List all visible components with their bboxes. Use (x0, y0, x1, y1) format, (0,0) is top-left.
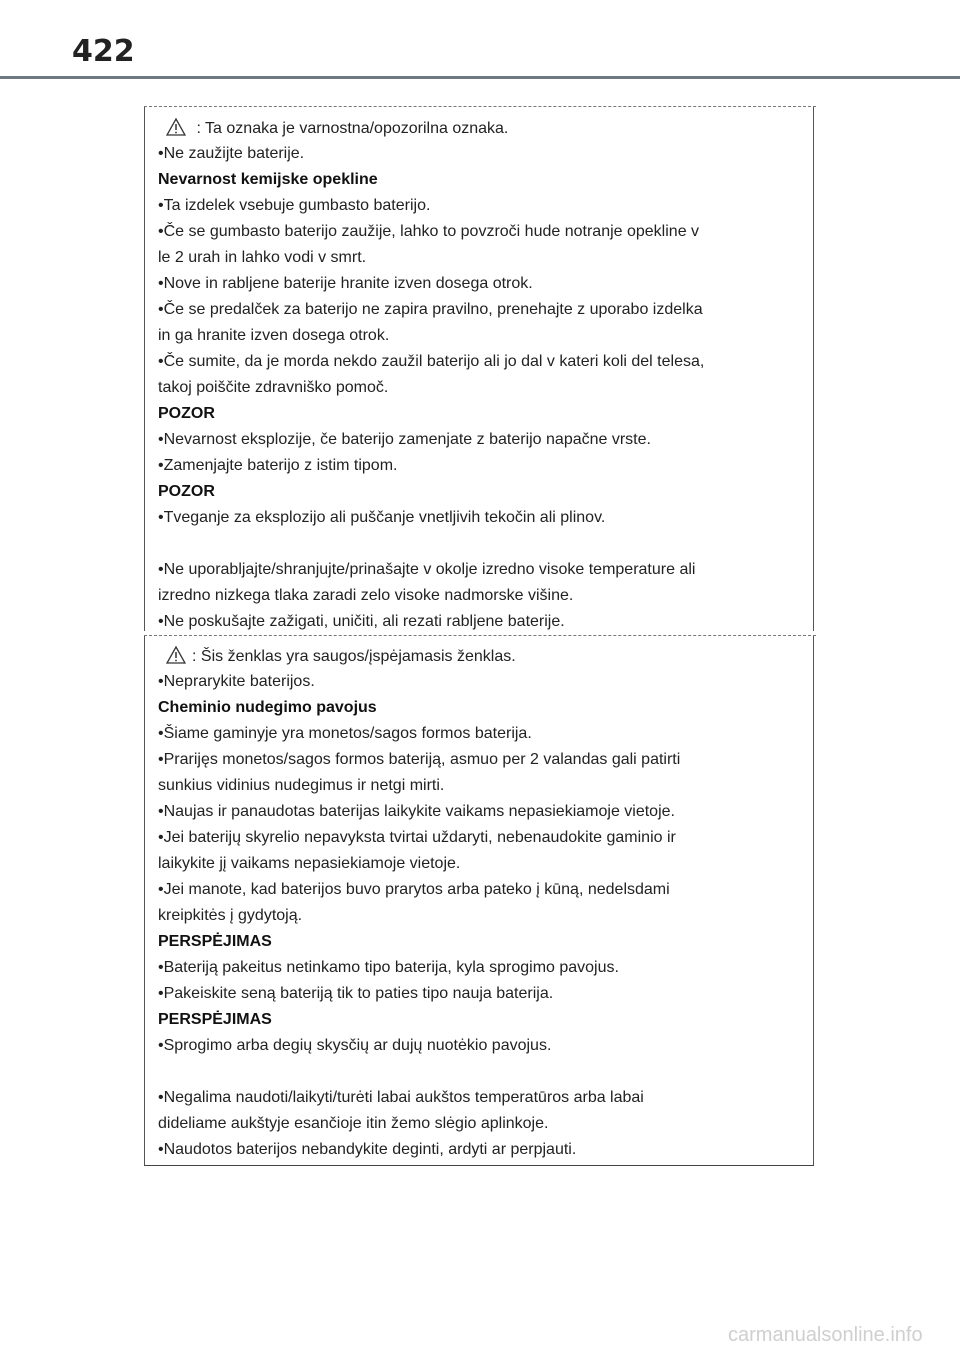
page-number: 422 (72, 34, 135, 69)
text-line (158, 672, 315, 692)
line-text: •Bateriją pakeitus netinkamo tipo baterija, kyla sprogimo pavojus. (158, 959, 619, 976)
box-bottom-border (144, 1165, 814, 1166)
line-text: •Ne zaužijte baterije. (158, 145, 305, 162)
line-text: •Če sumite, da je morda nekdo zaužil baterijo ali jo dal v kateri koli del telesa, (158, 353, 705, 370)
text-line (158, 508, 605, 528)
line-text: •Ne uporabljajte/shranjujte/prinašajte v okolje izredno visoke temperature ali (158, 561, 696, 578)
text-line (158, 326, 389, 346)
text-line (158, 724, 532, 744)
text-line (158, 984, 553, 1004)
line-text: le 2 urah in lahko vodi v smrt. (158, 249, 367, 266)
text-line (158, 300, 703, 320)
warning-triangle-icon (166, 118, 186, 142)
text-line (158, 828, 676, 848)
text-line (158, 1140, 576, 1160)
line-text: •Nove in rabljene baterije hranite izven dosega otrok. (158, 275, 533, 292)
text-line (158, 248, 366, 268)
text-line (158, 1114, 548, 1134)
text-line (158, 1088, 644, 1108)
text-line (158, 646, 516, 670)
line-text: •Če se gumbasto baterijo zaužije, lahko to povzroči hude notranje opekline v (158, 223, 700, 240)
line-text: POZOR (158, 483, 215, 500)
text-line (158, 906, 302, 926)
line-text: laikykite jį vaikams nepasiekiamoje vietoje. (158, 855, 461, 872)
line-text: in ga hranite izven dosega otrok. (158, 327, 390, 344)
section-heading (158, 482, 215, 502)
line-text: Cheminio nudegimo pavojus (158, 699, 377, 716)
text-line (158, 118, 508, 142)
text-line (158, 612, 565, 632)
line-text: •Pakeiskite seną bateriją tik to paties tipo nauja baterija. (158, 985, 554, 1002)
line-text: PERSPĖJIMAS (158, 933, 272, 950)
line-text: •Tveganje za eksplozijo ali puščanje vnetljivih tekočin ali plinov. (158, 509, 606, 526)
line-text: •Ta izdelek vsebuje gumbasto baterijo. (158, 197, 431, 214)
line-text: •Nevarnost eksplozije, če baterijo zamenjate z baterijo napačne vrste. (158, 431, 651, 448)
line-text: •Ne poskušajte zažigati, uničiti, ali rezati rabljene baterije. (158, 613, 565, 630)
text-line (158, 352, 704, 372)
line-text: •Jei manote, kad baterijos buvo prarytos arba pateko į kūną, nedelsdami (158, 881, 670, 898)
line-text: PERSPĖJIMAS (158, 1011, 272, 1028)
text-line (158, 222, 699, 242)
text-line (158, 560, 695, 580)
section-heading (158, 170, 378, 190)
line-text: takoj poiščite zdravniško pomoč. (158, 379, 389, 396)
text-line (158, 378, 388, 398)
text-line (158, 776, 444, 796)
text-line (158, 586, 573, 606)
line-text: •Naujas ir panaudotas baterijas laikykite vaikams nepasiekiamoje vietoje. (158, 803, 675, 820)
section-heading (158, 932, 272, 952)
line-text: •Prarijęs monetos/sagos formos bateriją, asmuo per 2 valandas gali patirti (158, 751, 681, 768)
line-text: •Sprogimo arba degių skysčių ar dujų nuotėkio pavojus. (158, 1037, 552, 1054)
text-line (158, 144, 304, 164)
line-text: •Neprarykite baterijos. (158, 673, 315, 690)
section-heading (158, 698, 377, 718)
line-text: sunkius vidinius nudegimus ir netgi mirti. (158, 777, 445, 794)
line-text: •Naudotos baterijos nebandykite deginti, ardyti ar perpjauti. (158, 1141, 577, 1158)
line-text: •Jei baterijų skyrelio nepavyksta tvirtai uždaryti, nebenaudokite gaminio ir (158, 829, 676, 846)
line-text: •Zamenjajte baterijo z istim tipom. (158, 457, 398, 474)
text-line (158, 802, 675, 822)
line-text: •Negalima naudoti/laikyti/turėti labai aukštos temperatūros arba labai (158, 1089, 644, 1106)
text-line (158, 456, 397, 476)
line-text: kreipkitės į gydytoją. (158, 907, 303, 924)
header-rule (0, 76, 960, 79)
text-line (158, 274, 533, 294)
text-line (158, 430, 651, 450)
line-text: : Šis ženklas yra saugos/įspėjamasis ženklas. (192, 648, 516, 665)
section-heading (158, 404, 215, 424)
text-line (158, 958, 619, 978)
line-text: : Ta oznaka je varnostna/opozorilna oznaka. (192, 120, 509, 137)
line-text: •Če se predalček za baterijo ne zapira pravilno, prenehajte z uporabo izdelka (158, 301, 703, 318)
line-text: Nevarnost kemijske opekline (158, 171, 378, 188)
text-line (158, 854, 460, 874)
text-line (158, 196, 430, 216)
line-text: dideliame aukštyje esančioje itin žemo slėgio aplinkoje. (158, 1115, 549, 1132)
text-line (158, 1036, 551, 1056)
line-text: izredno nizkega tlaka zaradi zelo visoke nadmorske višine. (158, 587, 574, 604)
section-heading (158, 1010, 272, 1030)
watermark: carmanualsonline.info (728, 1324, 923, 1346)
text-line (158, 880, 670, 900)
text-line (158, 750, 680, 770)
line-text: POZOR (158, 405, 215, 422)
line-text: •Šiame gaminyje yra monetos/sagos formos baterija. (158, 725, 532, 742)
warning-triangle-icon (166, 646, 186, 670)
